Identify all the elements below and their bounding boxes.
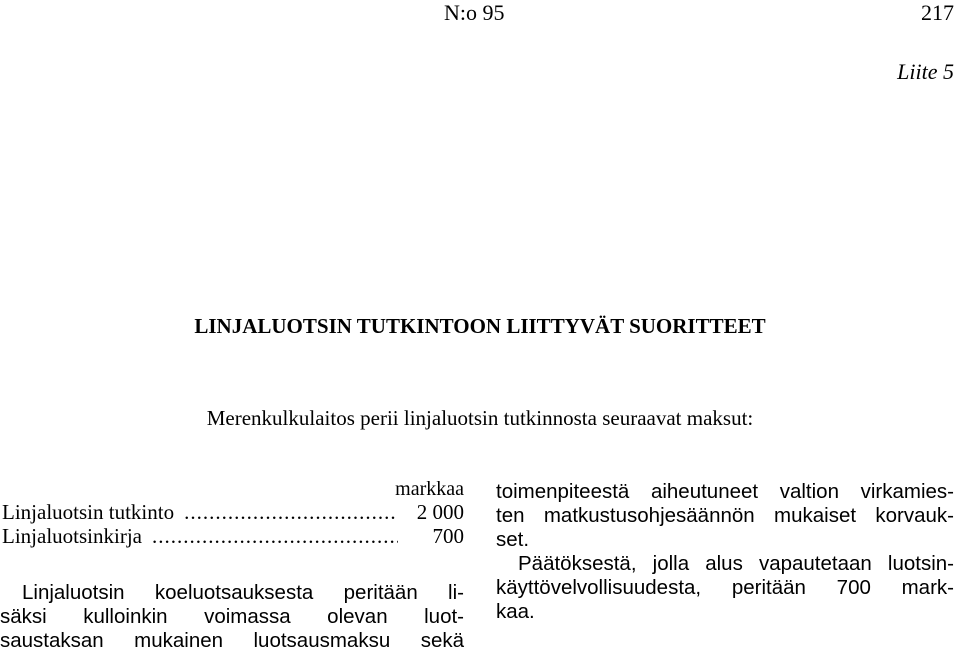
intro-text: Merenkulkulaitos perii linjaluotsin tutkinnosta seuraavat maksut: [206,406,754,430]
paragraph-line: kaa. [496,600,535,623]
fee-row [2,500,464,524]
fee-row [2,524,464,548]
paragraph-line: säksi kulloinkin voimassa olevan luot- [0,605,464,628]
paragraph-line: käyttövelvollisuudesta, peritään 700 mark- [496,576,954,599]
paragraph-line: set. [496,528,530,551]
appendix-label: Liite 5 [897,59,954,84]
trial-pilotage-paragraph [0,581,464,653]
paragraph-line: saustaksan mukainen luotsausmaksu sekä [0,629,464,652]
fee-amount: 700 [432,524,464,548]
paragraph-line: ten matkustusohjesäännön mukaiset korvauk- [496,504,954,527]
unit-header: markkaa [395,478,464,500]
document-title: LINJALUOTSIN TUTKINTOON LIITTYVÄT SUORITTEET [194,314,766,338]
page-number: 217 [921,0,954,25]
dot-leader [184,500,398,524]
right-column-text [496,480,954,624]
paragraph-line: toimenpiteestä aiheutuneet valtion virkamies- [496,480,954,503]
dot-leader [152,524,398,548]
fee-table [2,478,464,548]
paragraph-line: Päätöksestä, jolla alus vapautetaan luotsin- [518,552,954,575]
fee-amount: 2 000 [416,500,464,524]
paragraph-line: Linjaluotsin koeluotsauksesta peritään li- [22,581,464,604]
page-header-id: N:o 95 [444,0,505,25]
fee-label: Linjaluotsinkirja [2,524,142,548]
fee-label: Linjaluotsin tutkinto [2,500,175,524]
